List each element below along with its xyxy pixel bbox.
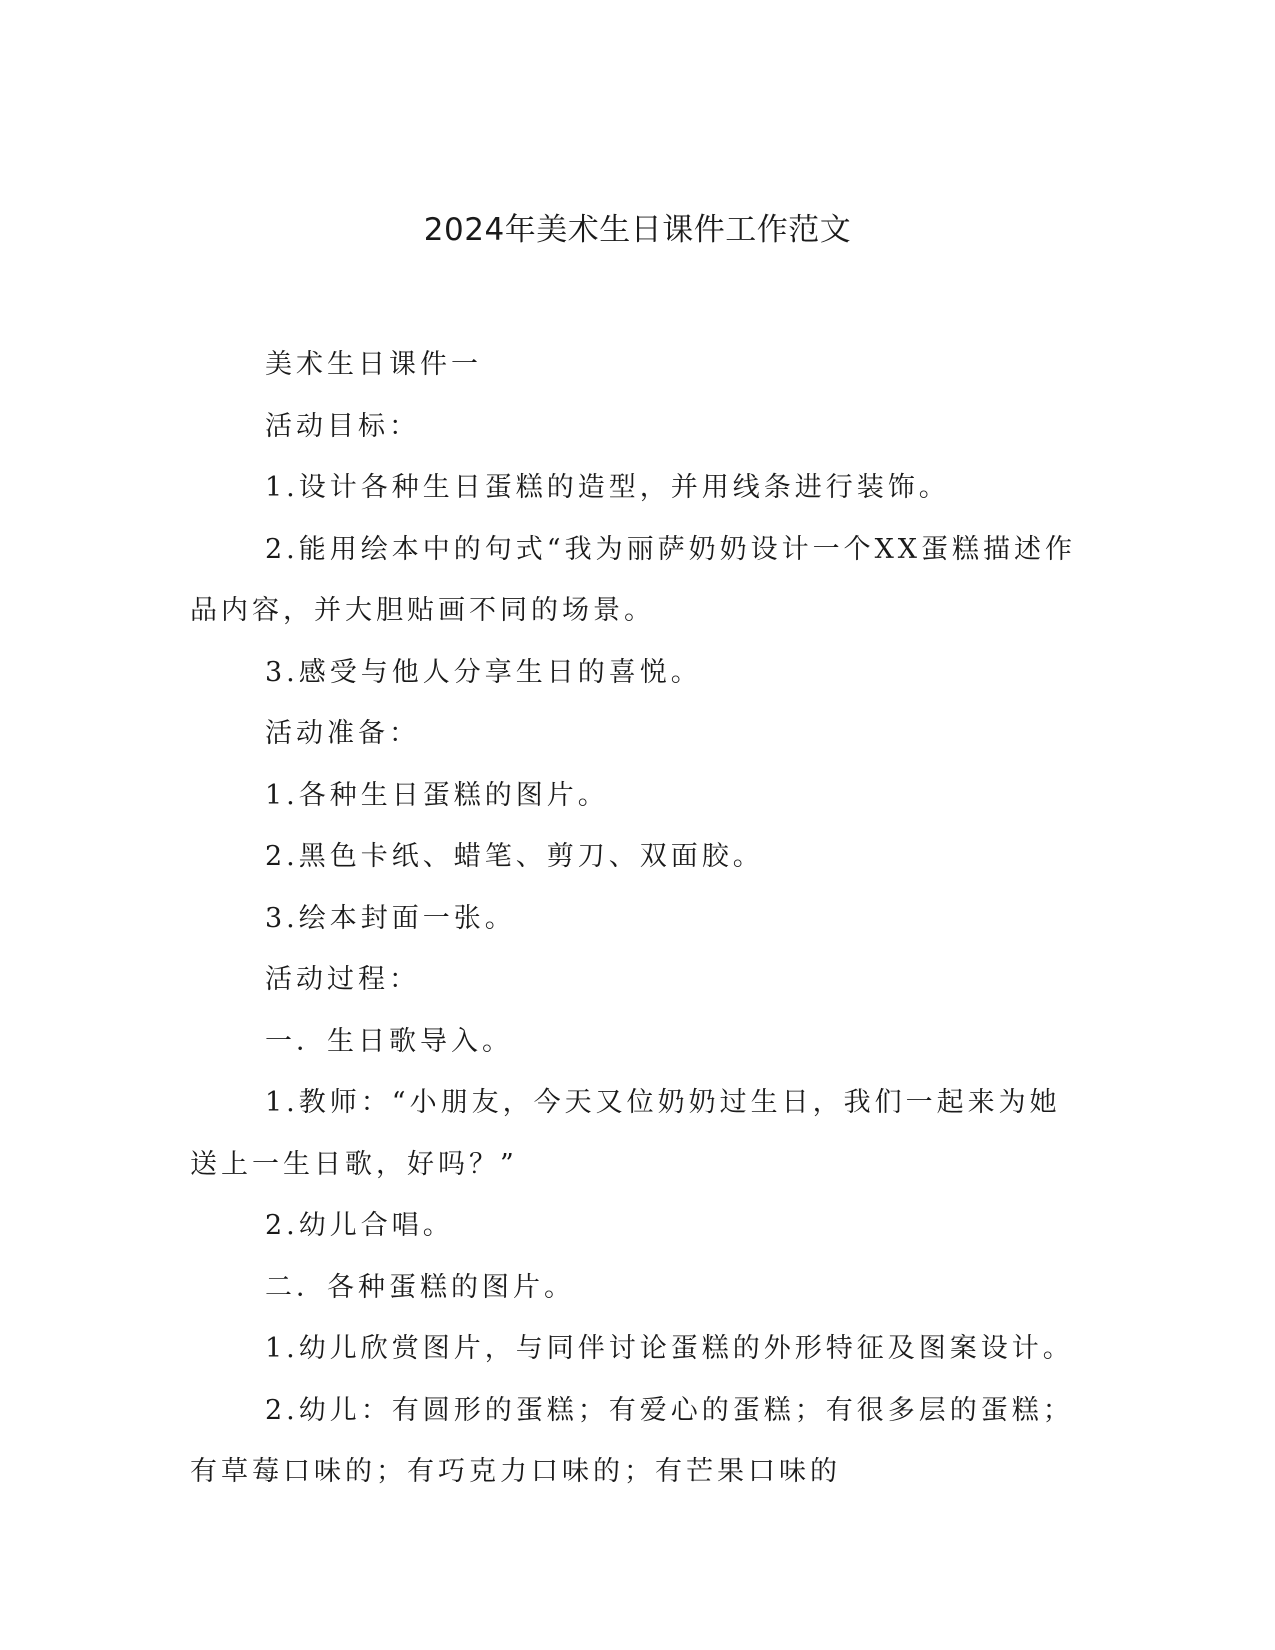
- paragraph: 二．各种蛋糕的图片。: [265, 1271, 575, 1303]
- paragraph: 活动过程：: [265, 964, 420, 995]
- paragraph: 2.黑色卡纸、蜡笔、剪刀、双面胶。: [265, 841, 764, 872]
- document-body: [190, 334, 1090, 1503]
- paragraph: 1.各种生日蛋糕的图片。: [265, 779, 609, 811]
- paragraph: 2.能用绘本中的句式“我为丽萨奶奶设计一个XX蛋糕描述作品内容，并大胆贴画不同的场景。: [190, 533, 1077, 626]
- paragraph: 1.设计各种生日蛋糕的造型，并用线条进行装饰。: [265, 472, 950, 503]
- paragraph: 2.幼儿合唱。: [265, 1210, 454, 1241]
- paragraph: 1.幼儿欣赏图片，与同伴讨论蛋糕的外形特征及图案设计。: [265, 1333, 1074, 1364]
- paragraph: 2.幼儿：有圆形的蛋糕；有爱心的蛋糕；有很多层的蛋糕；有草莓口味的；有巧克力口味的；有芒果口味的: [190, 1394, 1074, 1487]
- paragraph: 活动准备：: [265, 718, 420, 749]
- paragraph: 一．生日歌导入。: [265, 1025, 513, 1057]
- paragraph: 3.绘本封面一张。: [265, 902, 516, 934]
- document-title: 2024年美术生日课件工作范文: [423, 212, 852, 248]
- paragraph: 活动目标：: [265, 410, 420, 442]
- paragraph: 美术生日课件一: [265, 349, 482, 380]
- paragraph: 3.感受与他人分享生日的喜悦。: [265, 656, 702, 688]
- paragraph: 1.教师：“小朋友，今天又位奶奶过生日，我们一起来为她送上一生日歌，好吗？”: [190, 1087, 1061, 1180]
